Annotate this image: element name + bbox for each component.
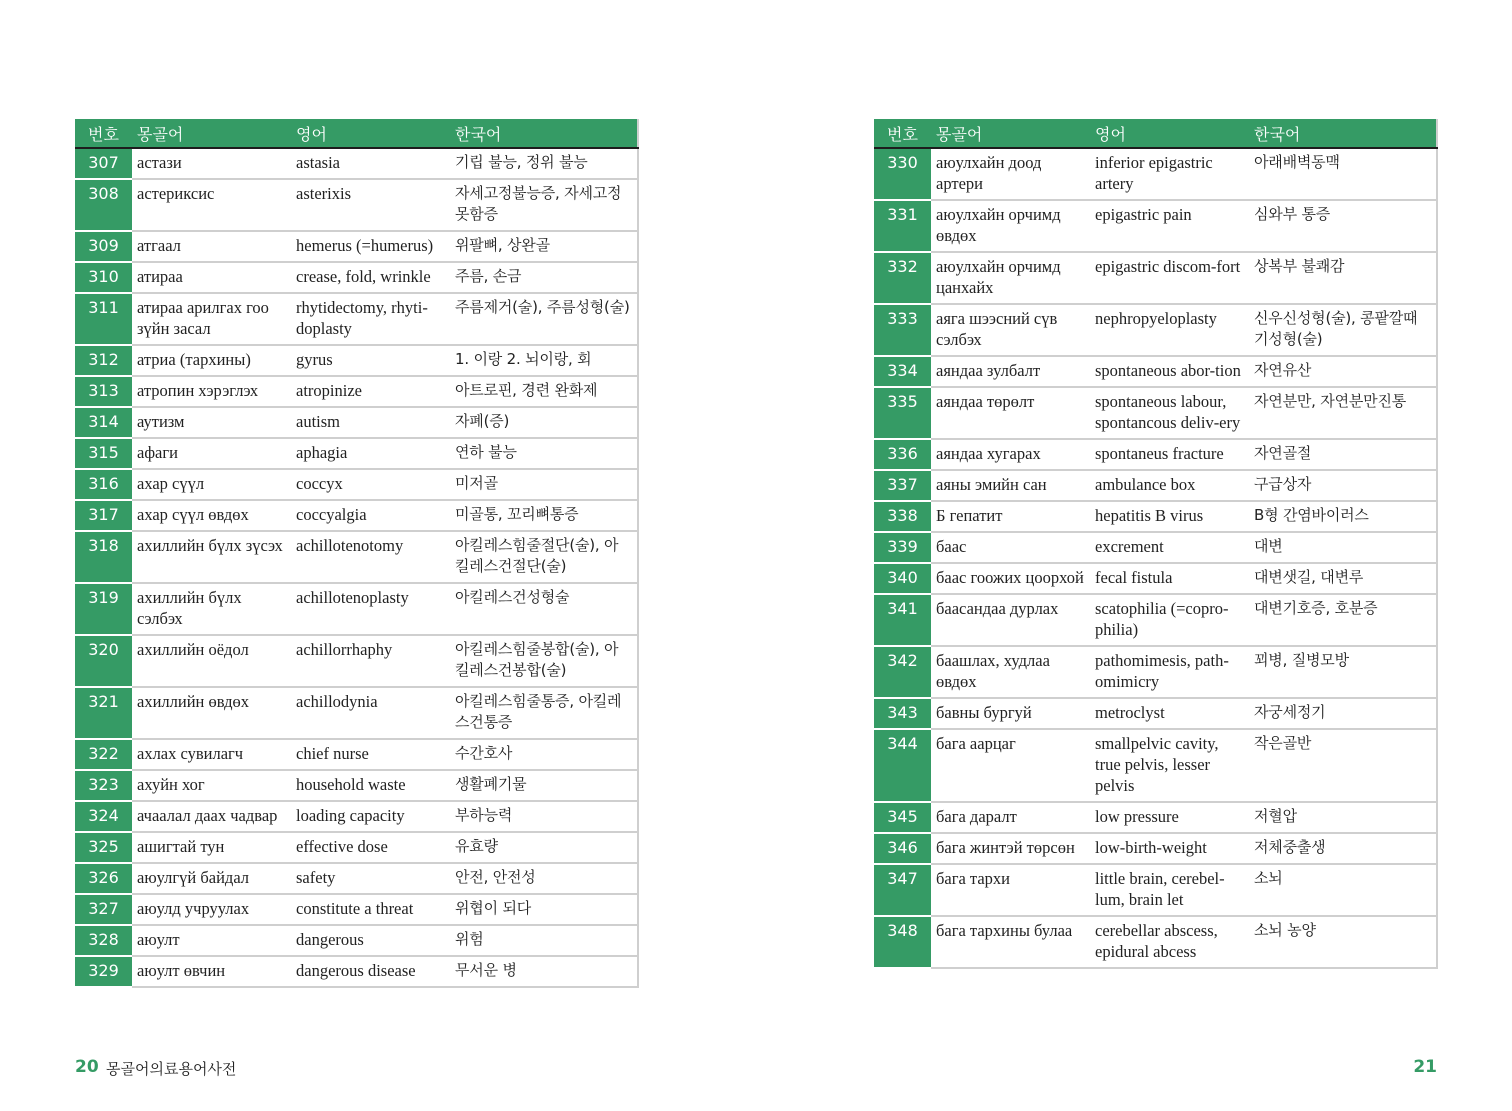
entry-number: 322 <box>75 739 132 770</box>
table-row <box>75 863 638 894</box>
entry-number: 345 <box>874 802 931 833</box>
korean-term: 저혈압 <box>1249 802 1437 833</box>
entry-number: 312 <box>75 345 132 376</box>
english-term: autism <box>291 407 450 438</box>
english-term: little brain, cerebel-lum, brain let <box>1090 864 1249 916</box>
table-row <box>874 729 1437 802</box>
mongolian-term: атгаал <box>132 231 291 262</box>
table-row <box>75 500 638 531</box>
korean-term: 위팔뼈, 상완골 <box>450 231 638 262</box>
korean-term: 수간호사 <box>450 739 638 770</box>
entry-number: 328 <box>75 925 132 956</box>
header-korean: 한국어 <box>450 119 638 148</box>
entry-number: 313 <box>75 376 132 407</box>
mongolian-term: бага аарцаг <box>931 729 1090 802</box>
header-mongolian: 몽골어 <box>931 119 1090 148</box>
korean-term: 주름제거(술), 주름성형(술) <box>450 293 638 345</box>
mongolian-term: аутизм <box>132 407 291 438</box>
english-term: coccyalgia <box>291 500 450 531</box>
english-term: achillotenotomy <box>291 531 450 583</box>
korean-term: 유효량 <box>450 832 638 863</box>
entry-number: 320 <box>75 635 132 687</box>
korean-term: 무서운 병 <box>450 956 638 987</box>
korean-term: 대변기호증, 호분증 <box>1249 594 1437 646</box>
korean-term: 미골통, 꼬리뼈통증 <box>450 500 638 531</box>
mongolian-term: атираа <box>132 262 291 293</box>
left-page-term-table <box>75 119 639 988</box>
mongolian-term: аяндаа төрөлт <box>931 387 1090 439</box>
entry-number: 310 <box>75 262 132 293</box>
table-row <box>874 387 1437 439</box>
english-term: achillorrhaphy <box>291 635 450 687</box>
table-row <box>75 293 638 345</box>
entry-number: 332 <box>874 252 931 304</box>
table-row <box>874 470 1437 501</box>
table-row <box>75 687 638 739</box>
korean-term: 대변 <box>1249 532 1437 563</box>
left-page-number: 20 <box>75 1057 99 1077</box>
mongolian-term: аюулхайн доод артери <box>931 148 1090 200</box>
korean-term: 신우신성형(술), 콩팥깔때기성형(술) <box>1249 304 1437 356</box>
mongolian-term: атриа (тархины) <box>132 345 291 376</box>
english-term: hemerus (=humerus) <box>291 231 450 262</box>
english-term: crease, fold, wrinkle <box>291 262 450 293</box>
table-row <box>874 200 1437 252</box>
header-number: 번호 <box>75 119 132 148</box>
mongolian-term: ахиллийн оёдол <box>132 635 291 687</box>
korean-term: 위험 <box>450 925 638 956</box>
english-term: metroclyst <box>1090 698 1249 729</box>
english-term: ambulance box <box>1090 470 1249 501</box>
english-term: epigastric pain <box>1090 200 1249 252</box>
entry-number: 317 <box>75 500 132 531</box>
mongolian-term: баас <box>931 532 1090 563</box>
english-term: cerebellar abscess, epidural abcess <box>1090 916 1249 968</box>
entry-number: 324 <box>75 801 132 832</box>
mongolian-term: аяга шээсний сүв сэлбэх <box>931 304 1090 356</box>
mongolian-term: бавны бургуй <box>931 698 1090 729</box>
korean-term: 심와부 통증 <box>1249 200 1437 252</box>
mongolian-term: бага даралт <box>931 802 1090 833</box>
entry-number: 318 <box>75 531 132 583</box>
mongolian-term: бага жинтэй төрсөн <box>931 833 1090 864</box>
korean-term: 자폐(증) <box>450 407 638 438</box>
book-title: 몽골어의료용어사전 <box>106 1060 237 1078</box>
english-term: atropinize <box>291 376 450 407</box>
korean-term: 자연골절 <box>1249 439 1437 470</box>
english-term: achillotenoplasty <box>291 583 450 635</box>
table-row <box>75 376 638 407</box>
entry-number: 309 <box>75 231 132 262</box>
table-row <box>874 864 1437 916</box>
header-number: 번호 <box>874 119 931 148</box>
korean-term: 미저골 <box>450 469 638 500</box>
table-row <box>874 304 1437 356</box>
table-row <box>75 179 638 231</box>
mongolian-term: атираа арилгах гоо зүйн засал <box>132 293 291 345</box>
english-term: low pressure <box>1090 802 1249 833</box>
table-row <box>874 916 1437 968</box>
korean-term: 아킬레스힘줄통증, 아킬레스건통증 <box>450 687 638 739</box>
english-term: dangerous <box>291 925 450 956</box>
english-term: low-birth-weight <box>1090 833 1249 864</box>
entry-number: 336 <box>874 439 931 470</box>
entry-number: 334 <box>874 356 931 387</box>
mongolian-term: ахиллийн өвдөх <box>132 687 291 739</box>
right-page-term-table <box>874 119 1438 969</box>
table-header-row <box>75 119 638 148</box>
mongolian-term: ахар сүүл <box>132 469 291 500</box>
mongolian-term: аюулгүй байдал <box>132 863 291 894</box>
table-row <box>75 832 638 863</box>
table-row <box>75 635 638 687</box>
entry-number: 316 <box>75 469 132 500</box>
korean-term: 기립 불능, 정위 불능 <box>450 148 638 179</box>
mongolian-term: ашигтай тун <box>132 832 291 863</box>
table-row <box>75 531 638 583</box>
table-row <box>874 563 1437 594</box>
table-row <box>75 469 638 500</box>
korean-term: 1. 이랑 2. 뇌이랑, 회 <box>450 345 638 376</box>
entry-number: 327 <box>75 894 132 925</box>
korean-term: 아트로핀, 경련 완화제 <box>450 376 638 407</box>
entry-number: 339 <box>874 532 931 563</box>
header-english: 영어 <box>1090 119 1249 148</box>
english-term: pathomimesis, path-omimicry <box>1090 646 1249 698</box>
korean-term: 자연유산 <box>1249 356 1437 387</box>
korean-term: 구급상자 <box>1249 470 1437 501</box>
english-term: aphagia <box>291 438 450 469</box>
korean-term: 대변샛길, 대변루 <box>1249 563 1437 594</box>
mongolian-term: аяндаа зулбалт <box>931 356 1090 387</box>
korean-term: 소뇌 <box>1249 864 1437 916</box>
table-row <box>874 532 1437 563</box>
entry-number: 343 <box>874 698 931 729</box>
entry-number: 329 <box>75 956 132 987</box>
table-row <box>75 438 638 469</box>
english-term: dangerous disease <box>291 956 450 987</box>
table-row <box>75 148 638 179</box>
entry-number: 326 <box>75 863 132 894</box>
table-row <box>874 439 1437 470</box>
mongolian-term: баасандаа дурлах <box>931 594 1090 646</box>
entry-number: 330 <box>874 148 931 200</box>
entry-number: 338 <box>874 501 931 532</box>
korean-term: 주름, 손금 <box>450 262 638 293</box>
table-row <box>75 956 638 987</box>
english-term: household waste <box>291 770 450 801</box>
table-row <box>874 356 1437 387</box>
english-term: spontaneus fracture <box>1090 439 1249 470</box>
english-term: asterixis <box>291 179 450 231</box>
table-row <box>75 345 638 376</box>
mongolian-term: аяны эмийн сан <box>931 470 1090 501</box>
entry-number: 311 <box>75 293 132 345</box>
korean-term: 작은골반 <box>1249 729 1437 802</box>
entry-number: 341 <box>874 594 931 646</box>
table-row <box>874 646 1437 698</box>
table-row <box>874 252 1437 304</box>
english-term: epigastric discom-fort <box>1090 252 1249 304</box>
korean-term: 자연분만, 자연분만진통 <box>1249 387 1437 439</box>
right-table-body <box>874 148 1437 968</box>
korean-term: 아킬레스건성형술 <box>450 583 638 635</box>
right-page-number: 21 <box>1413 1057 1437 1077</box>
english-term: constitute a threat <box>291 894 450 925</box>
table-row <box>874 501 1437 532</box>
mongolian-term: аюулт өвчин <box>132 956 291 987</box>
korean-term: 자세고정불능증, 자세고정못함증 <box>450 179 638 231</box>
korean-term: 생활폐기물 <box>450 770 638 801</box>
korean-term: 꾀병, 질병모방 <box>1249 646 1437 698</box>
mongolian-term: ахуйн хог <box>132 770 291 801</box>
english-term: achillodynia <box>291 687 450 739</box>
mongolian-term: аюулхайн орчимд цанхайх <box>931 252 1090 304</box>
english-term: rhytidectomy, rhyti-doplasty <box>291 293 450 345</box>
entry-number: 344 <box>874 729 931 802</box>
mongolian-term: ачаалал даах чадвар <box>132 801 291 832</box>
header-english: 영어 <box>291 119 450 148</box>
mongolian-term: атропин хэрэглэх <box>132 376 291 407</box>
korean-term: 자궁세정기 <box>1249 698 1437 729</box>
entry-number: 314 <box>75 407 132 438</box>
entry-number: 347 <box>874 864 931 916</box>
table-row <box>75 407 638 438</box>
mongolian-term: аяндаа хугарах <box>931 439 1090 470</box>
mongolian-term: ахар сүүл өвдөх <box>132 500 291 531</box>
mongolian-term: баас гоожих цоорхой <box>931 563 1090 594</box>
table-row <box>874 833 1437 864</box>
table-row <box>75 231 638 262</box>
english-term: safety <box>291 863 450 894</box>
table-row <box>75 262 638 293</box>
korean-term: 소뇌 농양 <box>1249 916 1437 968</box>
table-row <box>75 925 638 956</box>
entry-number: 333 <box>874 304 931 356</box>
entry-number: 340 <box>874 563 931 594</box>
table-row <box>75 801 638 832</box>
korean-term: 상복부 불쾌감 <box>1249 252 1437 304</box>
entry-number: 315 <box>75 438 132 469</box>
mongolian-term: бага тархины булаа <box>931 916 1090 968</box>
english-term: chief nurse <box>291 739 450 770</box>
table-row <box>75 739 638 770</box>
mongolian-term: ахлах сувилагч <box>132 739 291 770</box>
english-term: hepatitis B virus <box>1090 501 1249 532</box>
entry-number: 325 <box>75 832 132 863</box>
english-term: scatophilia (=copro-philia) <box>1090 594 1249 646</box>
mongolian-term: аюулхайн орчимд өвдөх <box>931 200 1090 252</box>
entry-number: 323 <box>75 770 132 801</box>
entry-number: 348 <box>874 916 931 968</box>
korean-term: B형 간염바이러스 <box>1249 501 1437 532</box>
korean-term: 위협이 되다 <box>450 894 638 925</box>
english-term: coccyx <box>291 469 450 500</box>
entry-number: 346 <box>874 833 931 864</box>
korean-term: 아래배벽동맥 <box>1249 148 1437 200</box>
left-table-body <box>75 148 638 987</box>
english-term: spontaneous labour, spontancous deliv-ery <box>1090 387 1249 439</box>
entry-number: 321 <box>75 687 132 739</box>
table-row <box>874 802 1437 833</box>
korean-term: 부하능력 <box>450 801 638 832</box>
mongolian-term: Б гепатит <box>931 501 1090 532</box>
english-term: effective dose <box>291 832 450 863</box>
korean-term: 저체중출생 <box>1249 833 1437 864</box>
table-row <box>874 698 1437 729</box>
english-term: loading capacity <box>291 801 450 832</box>
korean-term: 안전, 안전성 <box>450 863 638 894</box>
mongolian-term: астериксис <box>132 179 291 231</box>
mongolian-term: бага тархи <box>931 864 1090 916</box>
entry-number: 319 <box>75 583 132 635</box>
korean-term: 아킬레스힘줄봉합(술), 아킬레스건봉합(술) <box>450 635 638 687</box>
table-row <box>75 894 638 925</box>
header-mongolian: 몽골어 <box>132 119 291 148</box>
english-term: astasia <box>291 148 450 179</box>
entry-number: 331 <box>874 200 931 252</box>
table-row <box>75 583 638 635</box>
table-row <box>874 148 1437 200</box>
entry-number: 337 <box>874 470 931 501</box>
mongolian-term: аюулд учруулах <box>132 894 291 925</box>
mongolian-term: баашлах, худлаа өвдөх <box>931 646 1090 698</box>
english-term: excrement <box>1090 532 1249 563</box>
english-term: spontaneous abor-tion <box>1090 356 1249 387</box>
english-term: gyrus <box>291 345 450 376</box>
table-row <box>874 594 1437 646</box>
entry-number: 335 <box>874 387 931 439</box>
english-term: smallpelvic cavity, true pelvis, lesser pelvis <box>1090 729 1249 802</box>
mongolian-term: ахиллийн бүлх зүсэх <box>132 531 291 583</box>
english-term: inferior epigastric artery <box>1090 148 1249 200</box>
table-row <box>75 770 638 801</box>
mongolian-term: ахиллийн бүлх сэлбэх <box>132 583 291 635</box>
korean-term: 연하 불능 <box>450 438 638 469</box>
mongolian-term: астази <box>132 148 291 179</box>
entry-number: 342 <box>874 646 931 698</box>
english-term: fecal fistula <box>1090 563 1249 594</box>
entry-number: 308 <box>75 179 132 231</box>
korean-term: 아킬레스힘줄절단(술), 아킬레스건절단(술) <box>450 531 638 583</box>
mongolian-term: аюулт <box>132 925 291 956</box>
english-term: nephropyeloplasty <box>1090 304 1249 356</box>
entry-number: 307 <box>75 148 132 179</box>
header-korean: 한국어 <box>1249 119 1437 148</box>
table-header-row <box>874 119 1437 148</box>
mongolian-term: афаги <box>132 438 291 469</box>
